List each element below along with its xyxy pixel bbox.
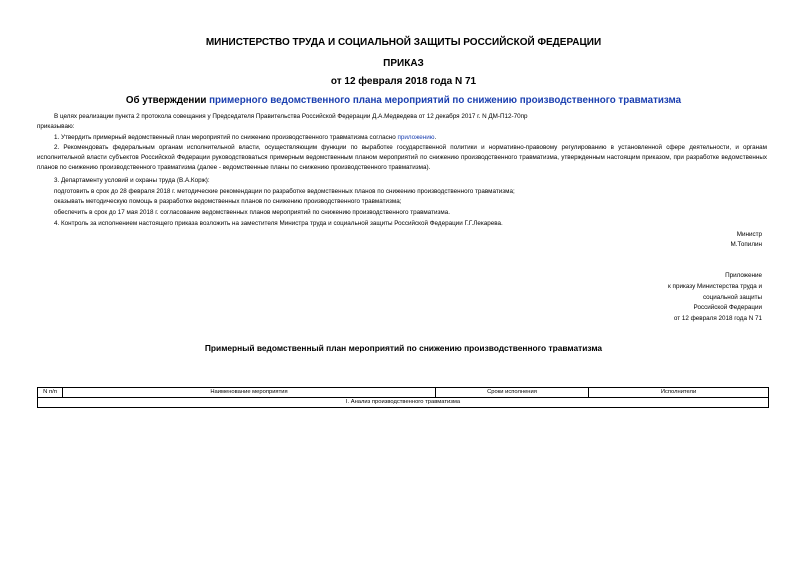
plan-table xyxy=(37,387,769,408)
appendix-link[interactable]: приложению xyxy=(397,134,435,141)
appendix-line-2: к приказу Министерства труда и xyxy=(668,283,762,290)
signature-name: М.Топилин xyxy=(730,241,762,248)
ministry-heading: МИНИСТЕРСТВО ТРУДА И СОЦИАЛЬНОЙ ЗАЩИТЫ РОССИЙСКОЙ ФЕДЕРАЦИИ xyxy=(205,37,602,48)
item-1 xyxy=(54,133,436,143)
item-3: 3. Департаменту условий и охраны труда (В.А.Корж): xyxy=(54,177,210,184)
signature-position: Министр xyxy=(736,231,762,238)
item-3-b: оказывать методическую помощь в разработке ведомственных планов по снижению производственного травматизма; xyxy=(54,198,402,205)
appendix-line-5: от 12 февраля 2018 года N 71 xyxy=(673,315,762,322)
table-row xyxy=(38,398,769,408)
order-title-prefix: Об утверждении xyxy=(125,95,210,106)
column-header-executors: Исполнители xyxy=(589,388,769,398)
section-heading-cell: I. Анализ производственного травматизма xyxy=(38,398,769,408)
intro-paragraph: В целях реализации пункта 2 протокола совещания у Председателя Правительства Российской Федерации Д.А.Медведева от 12 декабря 2017 г. N ДМ-П12-70пр xyxy=(54,113,528,120)
appendix-line-1: Приложение xyxy=(725,272,762,279)
plan-title: Примерный ведомственный план мероприятий по снижению производственного травматизма xyxy=(204,343,603,353)
item-1-text: 1. Утвердить примерный ведомственный план мероприятий по снижению производственного травматизма согласно xyxy=(54,134,398,141)
order-title-link[interactable]: примерного ведомственного плана мероприятий по снижению производственного травматизма xyxy=(209,95,682,106)
order-title xyxy=(0,95,807,106)
order-heading: ПРИКАЗ xyxy=(383,58,424,69)
table-header-row xyxy=(38,388,769,398)
item-4: 4. Контроль за исполнением настоящего приказа возложить на заместителя Министра труда и социальной защиты Российской Федерации Г.Г.Лекарева. xyxy=(54,220,503,227)
order-word: приказываю: xyxy=(37,123,75,130)
item-3-c: обеспечить в срок до 17 мая 2018 г. согласование ведомственных планов мероприятий по снижению производственного травматизма. xyxy=(54,209,450,216)
appendix-line-3: социальной защиты xyxy=(702,294,762,301)
item-3-a: подготовить в срок до 28 февраля 2018 г. методические рекомендации по разработке ведомственных планов по снижению производственного травматизма; xyxy=(54,188,515,195)
item-1-end: . xyxy=(434,134,437,141)
column-header-number: N п/п xyxy=(38,388,63,398)
item-2: 2. Рекомендовать федеральным органам исполнительной власти, осуществляющим функции по выработке государственной политики и нормативно-правовому регулированию в установленной сфере деятельности, и органам исполнительной власти субъектов Российской Федерации руководствоваться примерным ведомственным планом мероприятий по снижению производственного травматизма, утвержденным настоящим приказом, при разработке ведомственных планов по снижению производственного травматизма (далее - ведомственные планы по снижению производственного травматизма). xyxy=(37,144,767,171)
column-header-deadline: Сроки исполнения xyxy=(436,388,589,398)
appendix-line-4: Российской Федерации xyxy=(693,304,762,311)
order-date-number: от 12 февраля 2018 года N 71 xyxy=(330,76,477,87)
column-header-activity: Наименование мероприятия xyxy=(63,388,436,398)
